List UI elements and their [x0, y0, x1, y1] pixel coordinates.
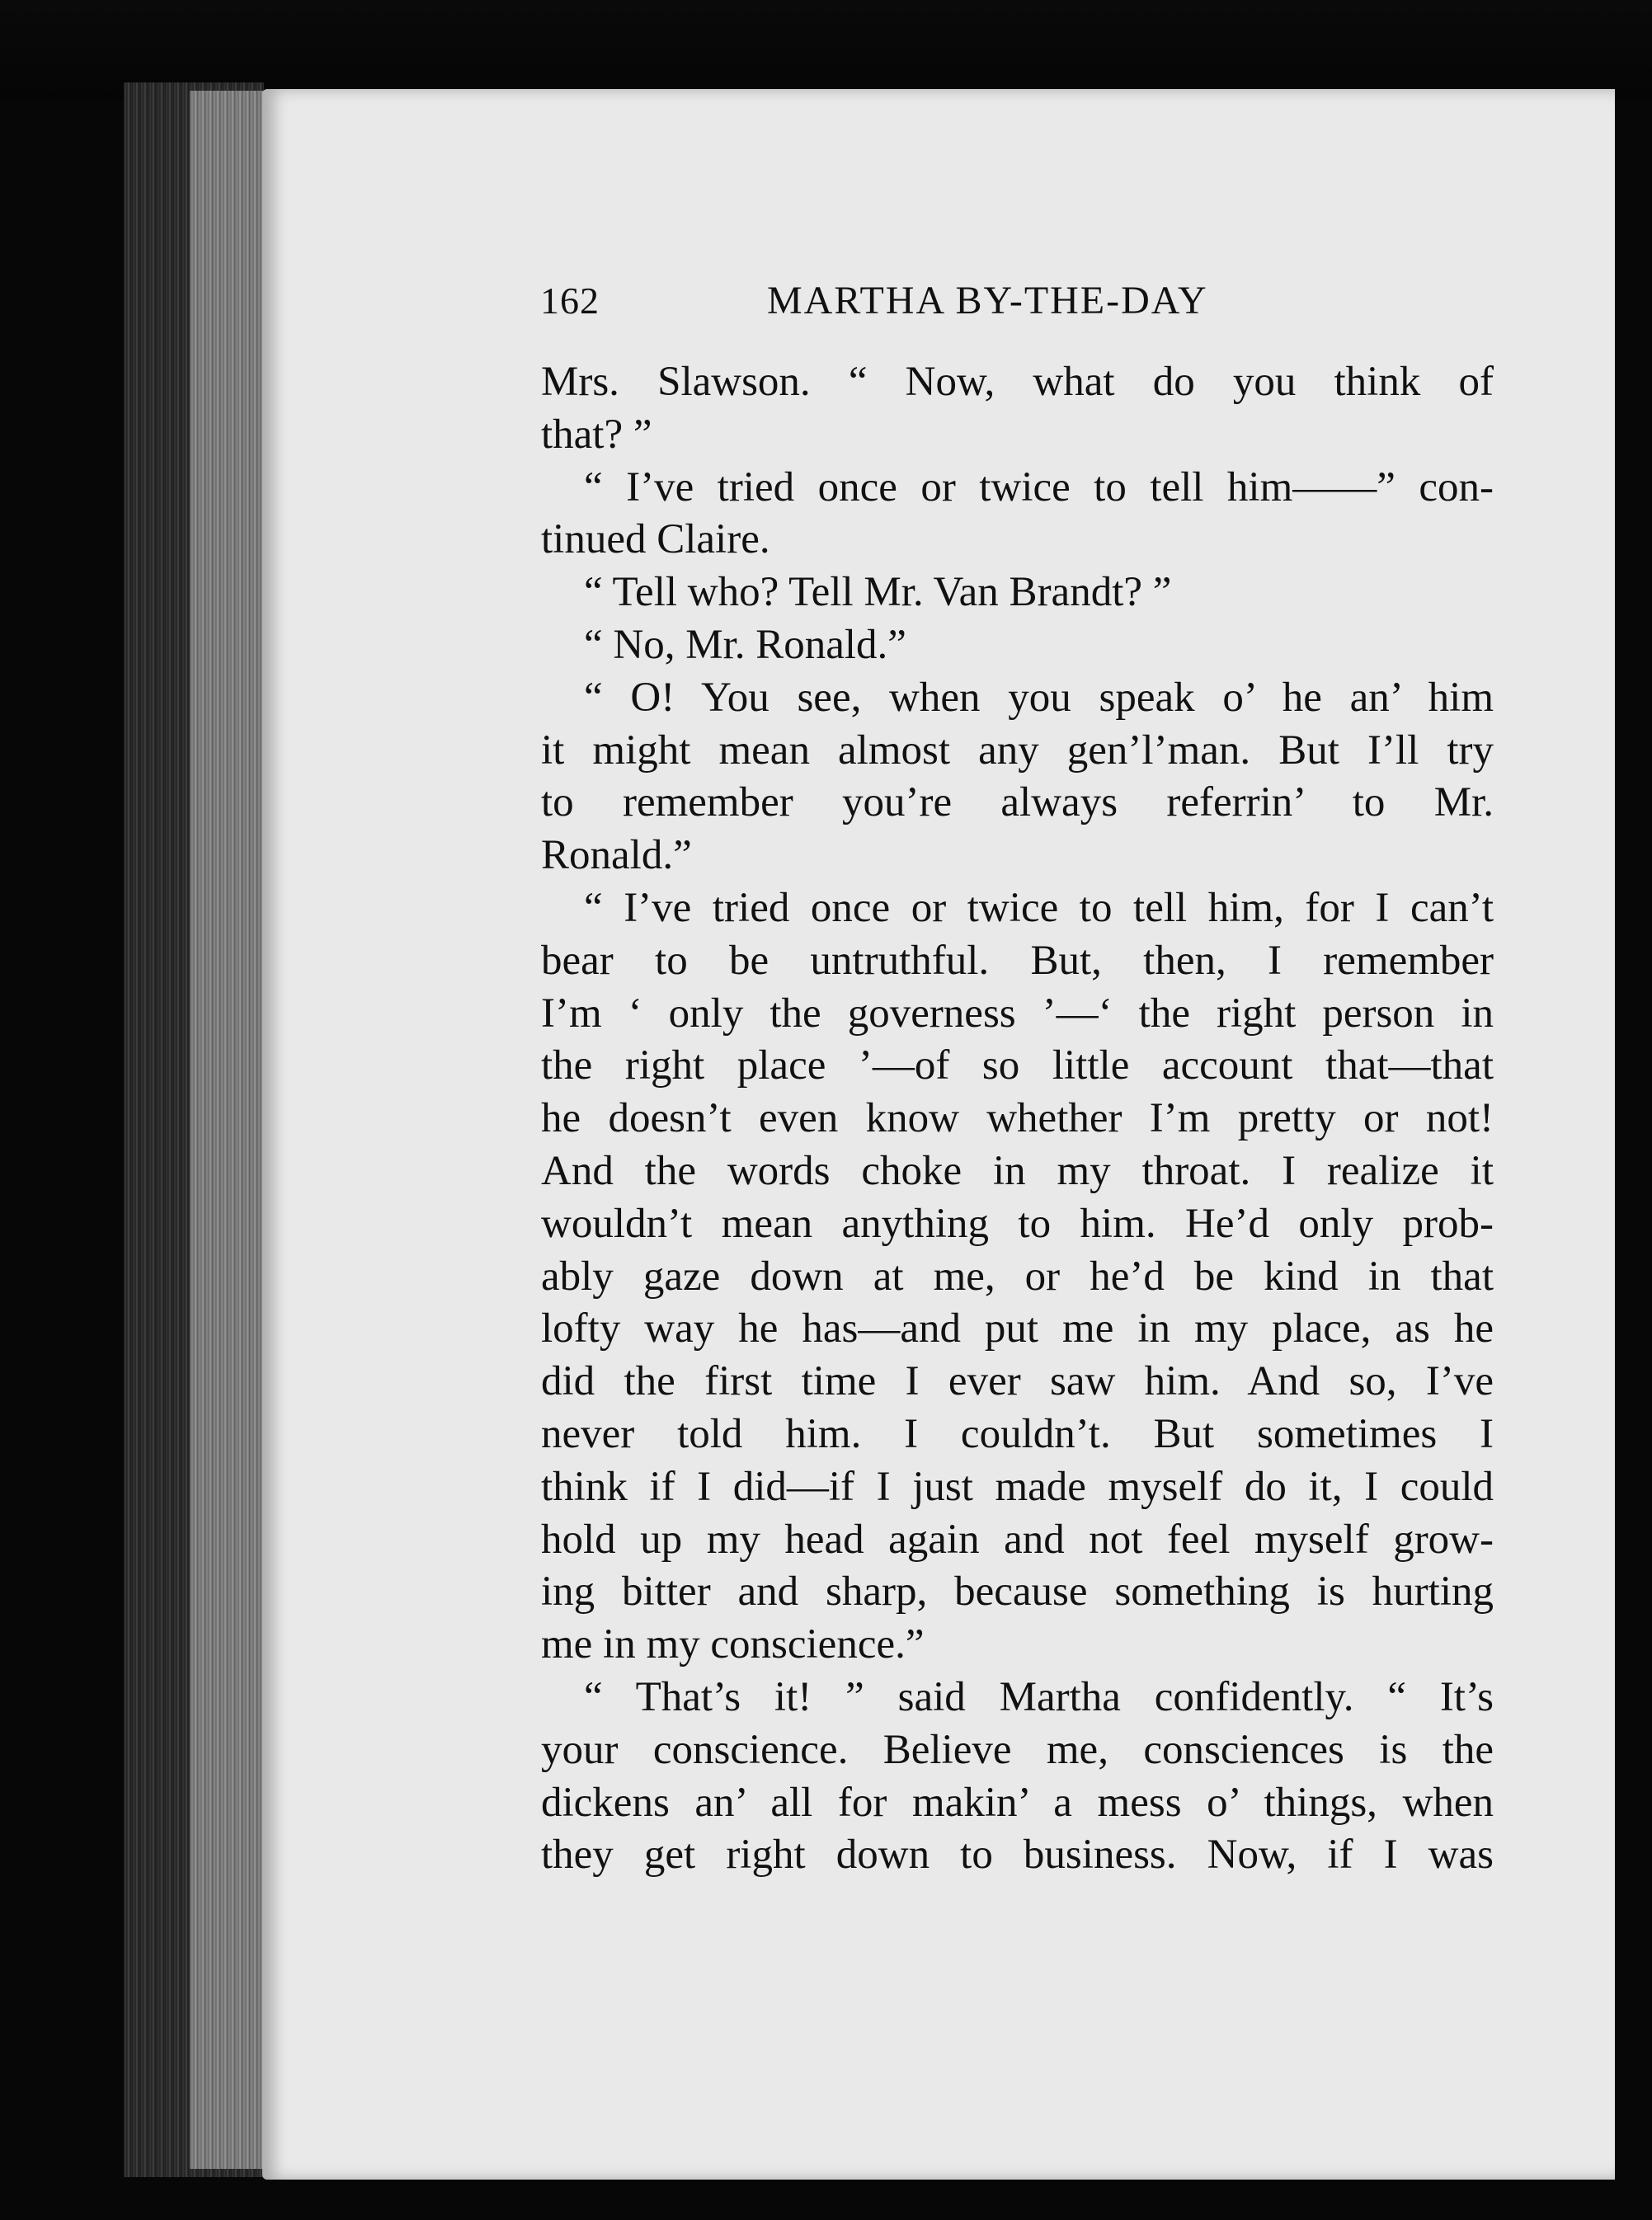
- text-line: And the words choke in my throat. I realize it: [541, 1147, 1494, 1194]
- text-line: did the first time I ever saw him. And so, I’ve: [541, 1358, 1494, 1405]
- text-line: wouldn’t mean anything to him. He’d only prob-: [541, 1200, 1494, 1247]
- page-number: 162: [540, 280, 600, 322]
- text-line: “ I’ve tried once or twice to tell him——” con-: [584, 463, 1494, 510]
- text-line: that? ”: [541, 411, 652, 458]
- text-line: your conscience. Believe me, consciences is the: [541, 1726, 1494, 1773]
- text-line: Mrs. Slawson. “ Now, what do you think of: [541, 359, 1494, 405]
- text-line: hold up my head again and not feel myself grow-: [541, 1516, 1494, 1563]
- text-line: “ That’s it! ” said Martha confidently. “ It’s: [584, 1673, 1494, 1720]
- text-line: “ I’ve tried once or twice to tell him, for I can’t: [584, 884, 1494, 931]
- text-line: it might mean almost any gen’l’man. But I’ll try: [541, 727, 1494, 774]
- text-line: “ Tell who? Tell Mr. Van Brandt? ”: [584, 569, 1172, 616]
- text-line: the right place ’—of so little account that—that: [541, 1042, 1494, 1089]
- text-line: to remember you’re always referrin’ to Mr.: [541, 779, 1494, 826]
- text-line: Ronald.”: [541, 832, 692, 879]
- text-line: ing bitter and sharp, because something is hurting: [541, 1569, 1494, 1616]
- text-line: I’m ‘ only the governess ’—‘ the right person in: [541, 990, 1494, 1037]
- text-line: “ No, Mr. Ronald.”: [584, 621, 906, 668]
- text-line: dickens an’ all for makin’ a mess o’ things, when: [541, 1779, 1494, 1826]
- text-line: lofty way he has—and put me in my place, as he: [541, 1305, 1494, 1352]
- page-header: [540, 272, 1266, 330]
- body-text: [541, 356, 1494, 1882]
- text-line: think if I did—if I just made myself do it, I could: [541, 1463, 1494, 1510]
- book-page-stack: [190, 91, 264, 2169]
- text-line: tinued Claire.: [541, 516, 770, 563]
- text-line: ably gaze down at me, or he’d be kind in that: [541, 1253, 1494, 1300]
- text-line: never told him. I couldn’t. But sometimes I: [541, 1410, 1494, 1457]
- running-title: MARTHA BY-THE-DAY: [767, 279, 1208, 322]
- text-line: they get right down to business. Now, if I was: [541, 1832, 1494, 1879]
- text-line: me in my conscience.”: [541, 1621, 925, 1668]
- text-line: he doesn’t even know whether I’m pretty or not!: [541, 1095, 1494, 1142]
- text-line: “ O! You see, when you speak o’ he an’ him: [584, 674, 1494, 721]
- text-line: bear to be untruthful. But, then, I remember: [541, 937, 1494, 984]
